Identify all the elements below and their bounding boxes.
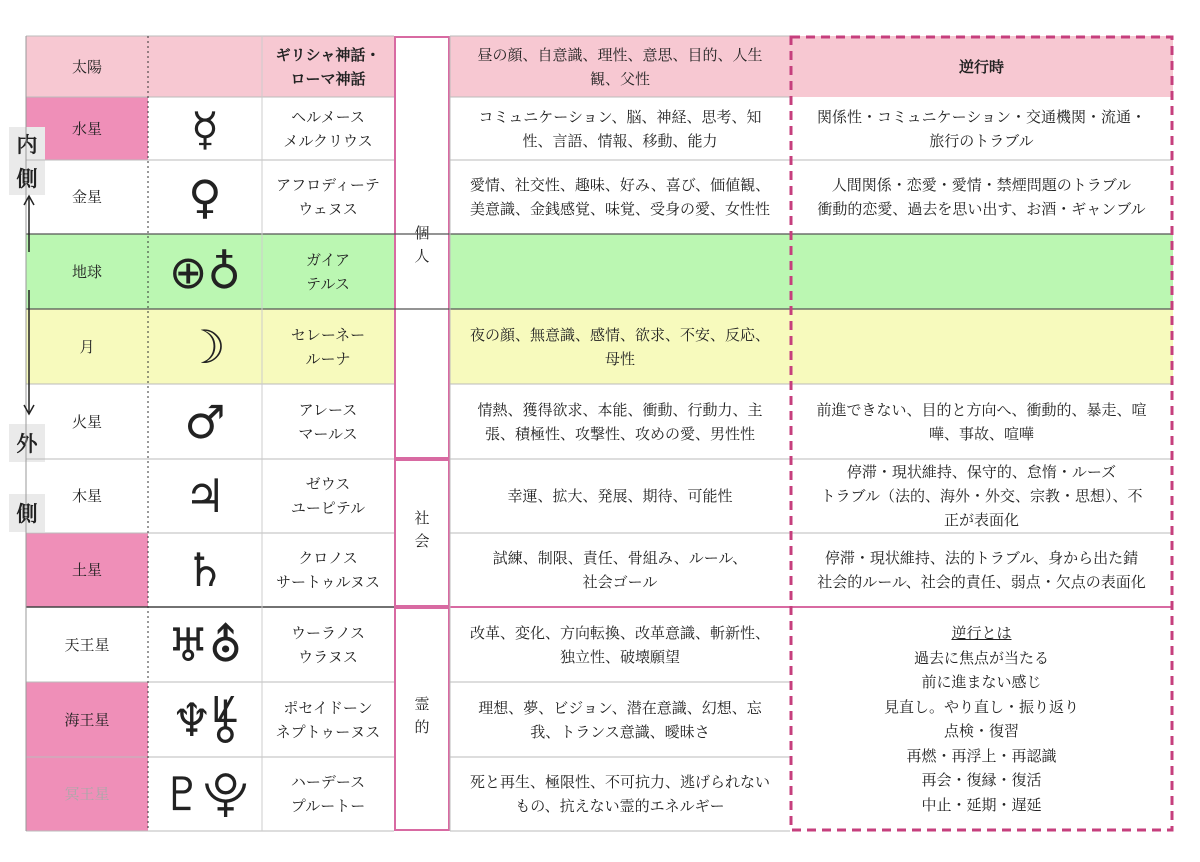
meaning-text [450,97,790,160]
planet-name [26,234,148,309]
group-personal: 個人 [394,36,450,459]
mythology-names-text: ガイア テルス [305,250,351,293]
mythology-names [262,309,394,384]
mythology-names-text: ヘルメース メルクリウス [283,107,373,150]
planet-name [26,309,148,384]
group-social: 社会 [394,459,450,607]
meaning-text-text: 幸運、拡大、発展、期待、可能性 [507,487,733,505]
planet-symbol-icon-text: ♄ [184,543,226,597]
header-planet [26,36,148,97]
meaning-text-text: コミュニケーション、脳、神経、思考、知 性、言語、情報、移動、能力 [478,107,762,150]
group-spiritual: 霊的 [394,607,450,831]
mythology-names-text: アレース マールス [298,400,358,443]
mythology-names [262,160,394,234]
planet-name-text: 地球 [71,262,102,281]
meaning-text [450,533,790,607]
meaning-text [450,384,790,459]
meaning-text-text: 理想、夢、ビジョン、潜在意識、幻想、忘 我、トランス意識、曖昧さ [478,698,762,741]
mythology-names [262,533,394,607]
meaning-text [450,757,790,831]
mythology-names [262,384,394,459]
mythology-names [262,682,394,757]
retro-text [790,160,1173,234]
planet-name [26,533,148,607]
mythology-names-text: ポセイドーン ネプトゥーヌス [275,698,381,741]
mythology-names [262,97,394,160]
meaning-text-text: 死と再生、極限性、不可抗力、逃げられない もの、抗えない霊的エネルギー [469,773,770,815]
planet-symbol-icon-text: ♃ [184,469,226,523]
retro-text [790,309,1173,384]
side-label-inner-2: 側 [9,161,45,195]
retro-explanation-body [884,621,1079,817]
planet-symbol-icon-text: ♆⯉ [171,692,239,747]
header-planet-text: 太陽 [71,57,102,76]
planet-symbol-icon-text: ☿ [190,101,220,156]
planet-name [26,682,148,757]
retro-text-text: 停滞・現状維持、保守的、怠惰・ルーズ トラブル（法的、海外・外交、宗教・思想）、不 正が表面化 [820,463,1143,529]
planet-symbol-icon [148,607,262,682]
planet-symbol-icon [148,97,262,160]
planet-symbol-icon [148,757,262,831]
meaning-text [450,309,790,384]
header-mythology-text: ギリシャ神話・ ローマ神話 [275,45,381,88]
planet-name-text: 木星 [71,487,102,505]
retro-explanation-lines: 過去に焦点が当たる 前に進まない感じ 見直し。やり直し・振り返り 点検・復習 再燃・再浮上・再認識 再会・復縁・復活 中止・延期・遅延 [883,648,1079,814]
planet-symbol-icon-text: ⊕♁ [168,244,242,299]
side-label-outer-1: 外 [9,424,45,462]
planet-name-text: 土星 [71,561,102,579]
retro-text-text: 人間関係・恋愛・愛情・禁煙問題のトラブル 衝動的恋愛、過去を思い出す、お酒・ギャンブル [817,176,1146,218]
planet-symbol-icon-text: ♂ [184,394,226,449]
meaning-text [450,459,790,533]
meaning-text [450,234,790,309]
header-meaning [450,36,790,97]
meaning-text-text: 情熱、獲得欲求、本能、衝動、行動力、主 張、積極性、攻撃性、攻めの愛、男性性 [477,400,763,443]
planet-name [26,757,148,831]
side-label-outer-2: 側 [9,494,45,532]
retro-explanation-title: 逆行とは [951,624,1012,642]
retro-text-text: 停滞・現状維持、法的トラブル、身から出た錆 社会的ルール、社会的責任、弱点・欠点の表面化 [817,549,1146,591]
mythology-names [262,234,394,309]
planet-name-text: 火星 [71,412,102,431]
planet-name-text: 海王星 [64,710,110,729]
mythology-names-text: セレーネー ルーナ [290,325,366,368]
planet-name [26,607,148,682]
header-symbol [148,36,262,97]
planet-symbol-icon [148,234,262,309]
planet-symbol-icon [148,533,262,607]
planet-symbol-icon [148,384,262,459]
retro-text [790,234,1173,309]
planet-symbol-icon-text: ♀ [188,170,222,224]
mythology-names-text: クロノス サートゥルヌス [275,549,381,591]
mythology-names [262,757,394,831]
side-label-inner-1: 内 [9,127,45,161]
mythology-names [262,459,394,533]
retro-text [790,533,1173,607]
header-retro-text: 逆行時 [958,57,1004,76]
planet-name-text: 冥王星 [64,785,110,803]
planet-symbol-icon [148,459,262,533]
mythology-names-text: ウーラノス ウラヌス [291,623,365,666]
header-mythology [262,36,394,97]
planet-name-text: 天王星 [64,635,110,654]
planet-symbol-icon [148,309,262,384]
header-retro [790,36,1173,97]
planet-name-text: 金星 [71,188,102,206]
planet-symbol-icon [148,682,262,757]
mythology-names-text: アフロディーテ ウェヌス [276,176,380,218]
retro-text-text: 前進できない、目的と方向へ、衝動的、暴走、喧 嘩、事故、喧嘩 [816,400,1147,443]
planet-symbol-icon-text: ♇⯓ [161,767,249,821]
mythology-names-text: ハーデース プルートー [290,773,366,815]
planet-name-text: 水星 [71,119,102,138]
header-meaning-text: 昼の顔、自意識、理性、意思、目的、人生 観、父性 [477,45,763,88]
meaning-text-text: 夜の顔、無意識、感情、欲求、不安、反応、 母性 [469,325,770,368]
meaning-text [450,160,790,234]
retro-text [790,459,1173,533]
planet-symbol-icon [148,160,262,234]
planet-symbol-icon-text: ♅⛢ [167,617,243,672]
meaning-text-text: 試練、制限、責任、骨組み、ルール、 社会ゴール [492,549,748,591]
planet-name-text: 月 [79,337,95,356]
retro-text [790,384,1173,459]
meaning-text-text: 愛情、社交性、趣味、好み、喜び、価値観、 美意識、金銭感覚、味覚、受身の愛、女性性 [469,176,771,218]
retro-explanation [790,607,1173,831]
meaning-text-text: 改革、変化、方向転換、改革意識、斬新性、 独立性、破壊願望 [469,623,770,666]
meaning-text [450,607,790,682]
mythology-names [262,607,394,682]
meaning-text [450,682,790,757]
mythology-names-text: ゼウス ユーピテル [290,475,366,517]
retro-text-text: 関係性・コミュニケーション・交通機関・流通・ 旅行のトラブル [816,107,1147,150]
planet-symbol-icon-text: ☽ [184,319,226,374]
retro-text [790,97,1173,160]
